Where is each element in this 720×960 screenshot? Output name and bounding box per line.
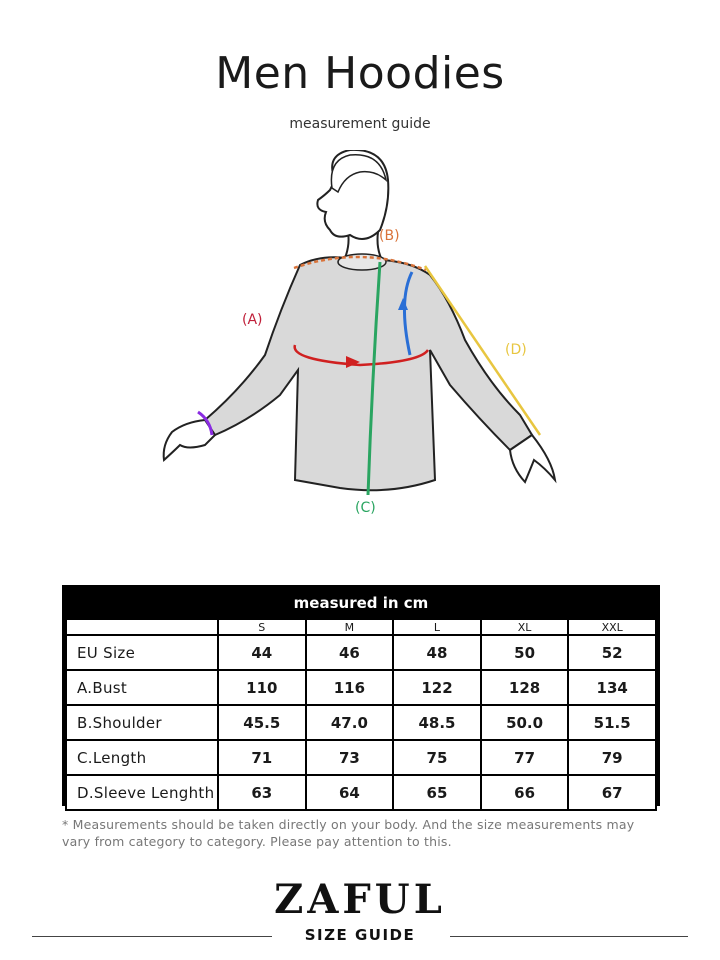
header-size-l: L [393, 619, 481, 635]
table-cell: 44 [218, 635, 306, 670]
table-row [66, 635, 656, 670]
table-cell: 128 [481, 670, 569, 705]
brand-subtitle: SIZE GUIDE [304, 926, 416, 944]
table-cell: 110 [218, 670, 306, 705]
table-cell: 50.0 [481, 705, 569, 740]
table-cell: 77 [481, 740, 569, 775]
header-empty-cell [66, 619, 218, 635]
size-chart-table [65, 618, 657, 811]
page-title: Men Hoodies [215, 48, 505, 99]
size-table [62, 585, 660, 806]
row-label-length: C.Length [66, 740, 218, 775]
measurement-note: * Measurements should be taken directly on your body. And the size measurements may vary from category to category. Please pay attention to this. [62, 817, 635, 849]
header-size-m: M [306, 619, 394, 635]
table-cell: 63 [218, 775, 306, 810]
table-cell: 46 [306, 635, 394, 670]
table-cell: 67 [568, 775, 656, 810]
table-cell: 79 [568, 740, 656, 775]
table-cell: 66 [481, 775, 569, 810]
table-cell: 50 [481, 635, 569, 670]
hoodie-figure-svg [150, 150, 570, 530]
label-b: (B) [379, 228, 400, 244]
measurement-illustration [150, 150, 570, 530]
table-row [66, 740, 656, 775]
table-cell: 75 [393, 740, 481, 775]
table-cell: 48 [393, 635, 481, 670]
table-cell: 73 [306, 740, 394, 775]
page-subtitle: measurement guide [289, 116, 431, 132]
label-a: (A) [242, 312, 263, 328]
row-label-eu-size: EU Size [66, 635, 218, 670]
brand-logo: ZAFUL [274, 876, 446, 923]
row-label-sleeve-length: D.Sleeve Lenghth [66, 775, 218, 810]
header-size-s: S [218, 619, 306, 635]
table-cell: 51.5 [568, 705, 656, 740]
table-cell: 122 [393, 670, 481, 705]
header-size-xxl: XXL [568, 619, 656, 635]
table-row [66, 705, 656, 740]
table-cell: 45.5 [218, 705, 306, 740]
table-cell: 134 [568, 670, 656, 705]
table-row [66, 670, 656, 705]
table-row [66, 775, 656, 810]
label-c: (C) [355, 500, 376, 516]
table-cell: 52 [568, 635, 656, 670]
header-size-xl: XL [481, 619, 569, 635]
row-label-shoulder: B.Shoulder [66, 705, 218, 740]
table-cell: 64 [306, 775, 394, 810]
table-cell: 71 [218, 740, 306, 775]
table-cell: 47.0 [306, 705, 394, 740]
table-cell: 48.5 [393, 705, 481, 740]
table-cell: 65 [393, 775, 481, 810]
table-caption: measured in cm [293, 594, 429, 612]
table-cell: 116 [306, 670, 394, 705]
left-hand [164, 420, 215, 460]
row-label-bust: A.Bust [66, 670, 218, 705]
label-d: (D) [505, 342, 527, 358]
table-header-row [66, 619, 656, 635]
